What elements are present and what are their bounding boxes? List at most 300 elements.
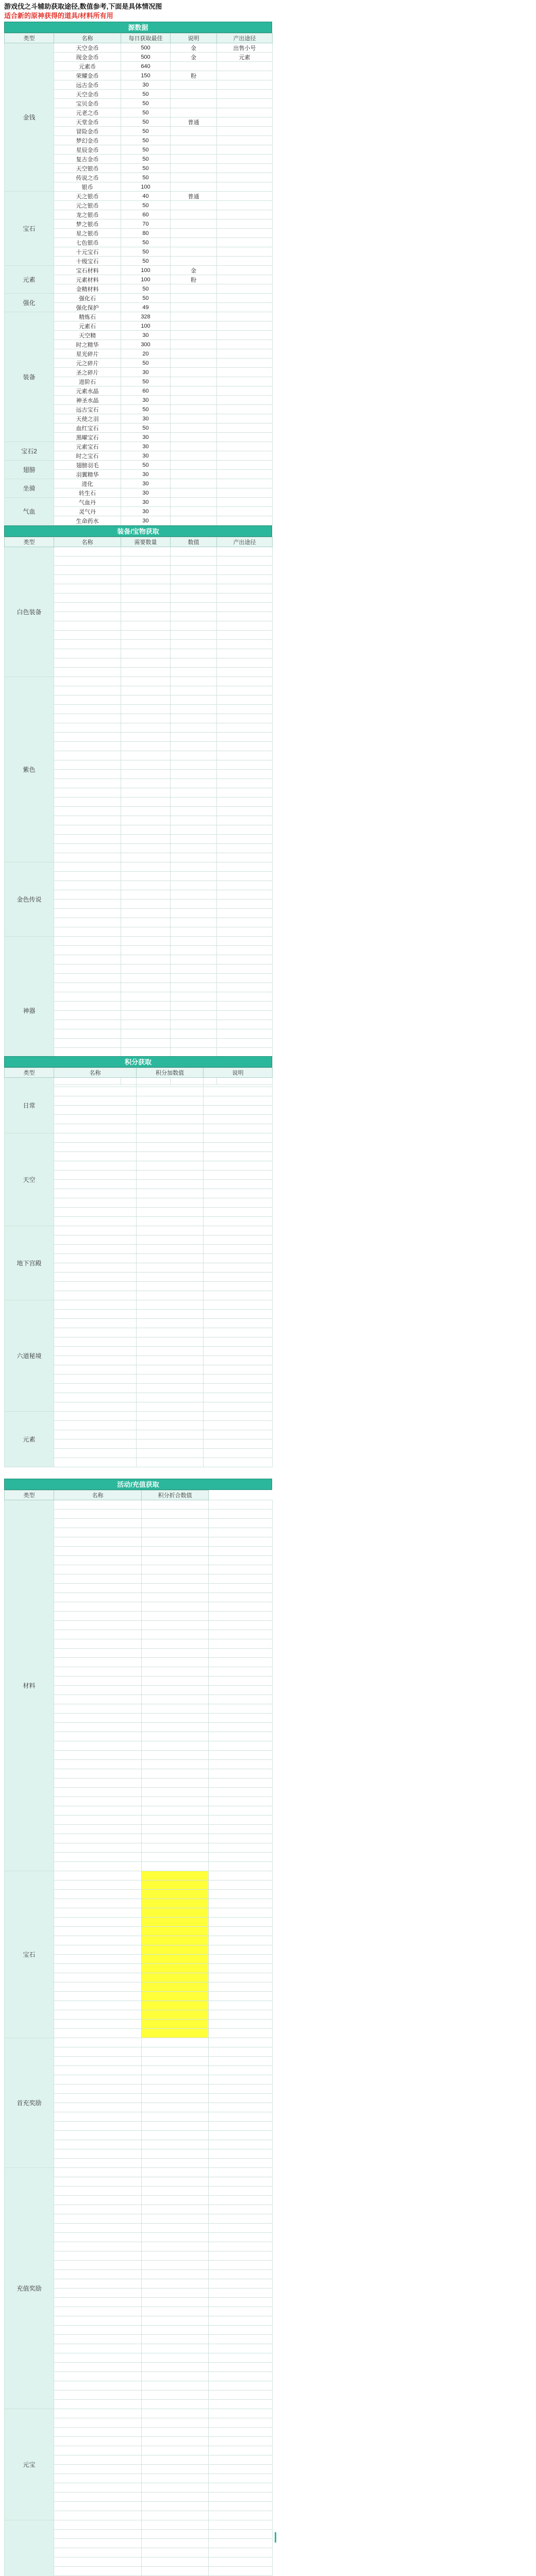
table-cell: 50 [121, 405, 171, 414]
table-cell [209, 1760, 273, 1769]
item-name [54, 2196, 142, 2205]
item-name [54, 2261, 142, 2270]
table-cell [137, 1226, 204, 1235]
table-cell [209, 1528, 273, 1537]
table-cell [171, 686, 217, 696]
item-name [54, 1048, 121, 1057]
table-cell [171, 788, 217, 798]
item-name: 星辰金币 [54, 145, 121, 155]
table-cell [209, 2400, 273, 2409]
table-cell: 元素 [217, 53, 273, 62]
category-cell: 首充奖励 [5, 2038, 54, 2168]
table-cell [217, 955, 273, 964]
item-name [54, 2168, 142, 2177]
item-name [54, 2474, 142, 2483]
table-cell [121, 872, 171, 881]
item-name [54, 1510, 142, 1519]
category-cell: 宝石 [5, 1871, 54, 2038]
table-cell [142, 1816, 209, 1825]
item-name [54, 1152, 137, 1161]
table-cell [171, 835, 217, 844]
item-name: 时之精华 [54, 340, 121, 349]
item-name: 圣之碎片 [54, 368, 121, 377]
table-cell [142, 1732, 209, 1741]
table-row [5, 677, 273, 686]
table-cell [204, 1254, 273, 1263]
table-cell [171, 798, 217, 807]
materials-table [4, 33, 273, 526]
table-cell [217, 742, 273, 751]
item-name [54, 992, 121, 1002]
table-cell: 100 [121, 266, 171, 275]
table-cell: 50 [121, 359, 171, 368]
table-cell [217, 844, 273, 853]
table-cell: 50 [121, 257, 171, 266]
table-cell [137, 1337, 204, 1347]
table-cell [217, 612, 273, 621]
table-cell [171, 603, 217, 612]
table-cell [137, 1171, 204, 1180]
table-cell [209, 2075, 273, 2084]
table-cell [121, 677, 171, 686]
table-cell [209, 1547, 273, 1556]
table-cell [209, 2298, 273, 2307]
item-name [54, 1565, 142, 1574]
table-cell [217, 788, 273, 798]
item-name [54, 1816, 142, 1825]
table-row [5, 461, 273, 470]
item-name [54, 2326, 142, 2335]
table-cell [204, 1412, 273, 1421]
item-name [54, 2187, 142, 2196]
item-name [54, 649, 121, 658]
table-cell [209, 1537, 273, 1547]
table-cell [171, 872, 217, 881]
item-name [54, 1226, 137, 1235]
item-name: 天空精 [54, 331, 121, 340]
table-cell [209, 2038, 273, 2047]
table-cell [142, 1825, 209, 1834]
table-cell [171, 414, 217, 423]
table-cell [137, 1356, 204, 1365]
table-cell [171, 229, 217, 238]
table-cell [209, 2233, 273, 2242]
table-cell: 49 [121, 303, 171, 312]
table-cell [171, 955, 217, 964]
item-name [54, 677, 121, 686]
table-cell [204, 1198, 273, 1208]
table-cell [121, 760, 171, 770]
table-cell: 30 [121, 80, 171, 90]
item-name [54, 1115, 137, 1124]
item-name [54, 1439, 137, 1449]
table-cell [142, 2557, 209, 2567]
item-name [54, 1208, 137, 1217]
table-cell [204, 1208, 273, 1217]
table-cell [171, 377, 217, 386]
table-cell [137, 1245, 204, 1254]
table-cell [142, 2205, 209, 2214]
item-name [54, 1328, 137, 1337]
table-cell [171, 862, 217, 872]
table-cell [209, 1741, 273, 1751]
table-cell [217, 516, 273, 526]
table-cell: 50 [121, 164, 171, 173]
table-cell [137, 1254, 204, 1263]
table-cell [171, 751, 217, 760]
item-name [54, 2567, 142, 2576]
item-name: 梦之银币 [54, 219, 121, 229]
table-cell [137, 1439, 204, 1449]
item-name [54, 705, 121, 714]
item-name [54, 1133, 137, 1143]
table-cell [121, 1020, 171, 1029]
table-cell [204, 1087, 273, 1096]
table-cell [137, 1328, 204, 1337]
table-cell [171, 844, 217, 853]
table-cell: 50 [121, 117, 171, 127]
table-row [5, 1078, 273, 1087]
item-name [54, 1890, 142, 1899]
table-cell: 500 [121, 53, 171, 62]
table-cell [142, 2038, 209, 2047]
table-cell [217, 751, 273, 760]
item-name [54, 1676, 142, 1686]
table-cell [217, 127, 273, 136]
table-cell [142, 2418, 209, 2428]
table-cell [137, 1319, 204, 1328]
table-cell: 30 [121, 433, 171, 442]
table-cell [217, 918, 273, 927]
table-cell [171, 312, 217, 321]
table-cell [171, 723, 217, 733]
item-name [54, 566, 121, 575]
table-cell [142, 1723, 209, 1732]
table-cell [171, 964, 217, 974]
table-cell [217, 992, 273, 1002]
table-cell [204, 1310, 273, 1319]
column-header: 积分加数值 [137, 1068, 204, 1078]
table-cell [121, 649, 171, 658]
category-cell: 金钱 [5, 43, 54, 192]
table-cell [121, 835, 171, 844]
table-cell [217, 507, 273, 516]
table-cell [142, 1547, 209, 1556]
item-name [54, 1547, 142, 1556]
item-name [54, 1853, 142, 1862]
table-cell [142, 1862, 209, 1871]
table-cell [171, 386, 217, 396]
table-cell [217, 349, 273, 359]
table-cell: 150 [121, 71, 171, 80]
item-name: 转生石 [54, 488, 121, 498]
table-cell [217, 649, 273, 658]
table-row [5, 479, 273, 488]
table-cell: 40 [121, 192, 171, 201]
item-name [54, 668, 121, 677]
table-cell [121, 1011, 171, 1020]
table-cell [137, 1375, 204, 1384]
table-cell: 普通 [171, 192, 217, 201]
table-cell [171, 498, 217, 507]
table-cell [209, 2557, 273, 2567]
table-cell [137, 1078, 204, 1087]
item-name [54, 612, 121, 621]
item-name [54, 1751, 142, 1760]
table-row [5, 2168, 273, 2177]
item-name [54, 2038, 142, 2047]
table-cell [209, 1612, 273, 1621]
table-cell [137, 1347, 204, 1356]
table-cell [137, 1384, 204, 1393]
table-cell: 640 [121, 62, 171, 71]
table-cell: 50 [121, 461, 171, 470]
table-cell: 20 [121, 349, 171, 359]
table-cell [142, 2029, 209, 2038]
item-name [54, 2131, 142, 2140]
table-row [5, 862, 273, 872]
table-cell [209, 2409, 273, 2418]
table-cell [217, 677, 273, 686]
table-cell [209, 1843, 273, 1853]
item-name [54, 862, 121, 872]
table-cell [171, 816, 217, 825]
table-cell [217, 219, 273, 229]
table-cell [121, 909, 171, 918]
table-cell [209, 2149, 273, 2159]
item-name [54, 1797, 142, 1806]
category-cell: 元宝 [5, 2409, 54, 2520]
item-name [54, 1945, 142, 1955]
section-title: 积分获取 [4, 1056, 272, 1067]
item-name: 天使之羽 [54, 414, 121, 423]
table-cell [142, 2075, 209, 2084]
table-cell [142, 2474, 209, 2483]
item-name [54, 788, 121, 798]
table-cell [217, 900, 273, 909]
table-cell [204, 1152, 273, 1161]
table-cell [171, 1002, 217, 1011]
table-cell: 100 [121, 321, 171, 331]
table-cell [142, 1778, 209, 1788]
item-name [54, 937, 121, 946]
table-cell [217, 201, 273, 210]
item-name [54, 900, 121, 909]
table-cell [121, 1039, 171, 1048]
table-cell [137, 1449, 204, 1458]
item-name [54, 1500, 142, 1510]
table-cell [217, 1029, 273, 1039]
table-cell: 金 [171, 43, 217, 53]
table-cell [121, 807, 171, 816]
table-header-row [5, 537, 273, 547]
table-cell [142, 1871, 209, 1880]
table-cell [171, 881, 217, 890]
table-cell [142, 1649, 209, 1658]
table-cell [137, 1208, 204, 1217]
table-cell [121, 668, 171, 677]
category-cell: 充值奖励 [5, 2168, 54, 2409]
table-cell [142, 1593, 209, 1602]
table-cell [171, 405, 217, 414]
table-cell [171, 173, 217, 182]
table-cell [171, 145, 217, 155]
item-name [54, 2446, 142, 2455]
table-cell [171, 62, 217, 71]
item-name [54, 1630, 142, 1639]
table-cell [204, 1161, 273, 1171]
table-cell [171, 136, 217, 145]
table-cell [121, 918, 171, 927]
table-cell [204, 1319, 273, 1328]
table-cell [171, 983, 217, 992]
item-name [54, 1723, 142, 1732]
table-cell [142, 1918, 209, 1927]
table-cell [121, 1029, 171, 1039]
table-cell [209, 2066, 273, 2075]
table-cell [121, 631, 171, 640]
table-cell [171, 714, 217, 723]
table-cell [209, 1500, 273, 1510]
item-name [54, 2233, 142, 2242]
table-cell [209, 1880, 273, 1890]
table-cell [209, 2001, 273, 2010]
table-cell [209, 1788, 273, 1797]
table-cell [142, 1704, 209, 1714]
table-cell [217, 686, 273, 696]
table-cell [137, 1189, 204, 1198]
table-cell [209, 2493, 273, 2502]
table-cell: 30 [121, 396, 171, 405]
table-cell [171, 423, 217, 433]
table-cell [121, 686, 171, 696]
table-cell [171, 451, 217, 461]
table-cell [217, 872, 273, 881]
table-cell [204, 1337, 273, 1347]
table-cell [121, 937, 171, 946]
item-name: 天之银币 [54, 192, 121, 201]
table-header-row [5, 1068, 273, 1078]
table-row [5, 1871, 273, 1880]
table-cell [142, 1880, 209, 1890]
table-cell [217, 136, 273, 145]
table-cell [217, 210, 273, 219]
item-name [54, 1574, 142, 1584]
table-cell [209, 2520, 273, 2530]
table-cell [171, 294, 217, 303]
table-cell [171, 890, 217, 900]
table-cell [209, 2539, 273, 2548]
column-header: 说明 [171, 33, 217, 43]
table-cell [217, 705, 273, 714]
table-cell [142, 2168, 209, 2177]
item-name [54, 686, 121, 696]
item-name: 远古金币 [54, 80, 121, 90]
table-cell [142, 1945, 209, 1955]
item-name [54, 2465, 142, 2474]
table-cell [204, 1282, 273, 1291]
item-name [54, 2270, 142, 2279]
item-name [54, 1621, 142, 1630]
item-name [54, 2418, 142, 2428]
item-name [54, 1704, 142, 1714]
item-name [54, 1556, 142, 1565]
table-cell [171, 99, 217, 108]
table-cell [137, 1291, 204, 1300]
table-cell: 30 [121, 451, 171, 461]
table-cell [142, 2270, 209, 2279]
item-name [54, 1834, 142, 1843]
item-name [54, 974, 121, 983]
table-cell [142, 2548, 209, 2557]
item-name: 天空银币 [54, 164, 121, 173]
table-cell: 50 [121, 99, 171, 108]
table-cell [204, 1393, 273, 1402]
item-name [54, 2428, 142, 2437]
column-header: 产出途径 [217, 537, 273, 547]
table-cell: 328 [121, 312, 171, 321]
item-name [54, 2205, 142, 2214]
column-header: 积分折合数值 [142, 1490, 209, 1500]
page-title: 游戏伐之斗辅助获取途径,数值参考,下面是具体情况图 [4, 3, 162, 10]
column-header: 名称 [54, 537, 121, 547]
table-cell [171, 433, 217, 442]
table-cell [217, 603, 273, 612]
table-cell [142, 2493, 209, 2502]
table-cell [171, 90, 217, 99]
table-cell [209, 2344, 273, 2353]
table-cell [171, 974, 217, 983]
column-header: 类型 [5, 537, 54, 547]
item-name [54, 1732, 142, 1741]
item-name [54, 2251, 142, 2261]
table-cell [217, 1011, 273, 1020]
table-cell [121, 955, 171, 964]
table-cell [209, 2335, 273, 2344]
table-cell [209, 2140, 273, 2149]
table-cell [171, 349, 217, 359]
table-cell [142, 2446, 209, 2455]
item-name [54, 1695, 142, 1704]
item-name: 翅膀羽毛 [54, 461, 121, 470]
item-name: 七色银币 [54, 238, 121, 247]
table-cell [217, 284, 273, 294]
table-cell [171, 461, 217, 470]
item-name [54, 2010, 142, 2020]
table-cell [217, 117, 273, 127]
table-cell [209, 1732, 273, 1741]
table-cell [209, 1565, 273, 1574]
item-name [54, 1936, 142, 1945]
table-cell [142, 1797, 209, 1806]
table-cell [209, 2307, 273, 2316]
table-cell: 50 [121, 423, 171, 433]
item-name [54, 1825, 142, 1834]
table-cell [209, 1945, 273, 1955]
item-name [54, 1667, 142, 1676]
table-cell [142, 2391, 209, 2400]
table-cell: 50 [121, 377, 171, 386]
table-cell [137, 1106, 204, 1115]
table-cell [142, 2279, 209, 2289]
item-name [54, 1180, 137, 1189]
item-name [54, 547, 121, 556]
table-cell [142, 2159, 209, 2168]
category-cell: 神器 [5, 937, 54, 1085]
item-name [54, 751, 121, 760]
item-name [54, 1955, 142, 1964]
table-cell [217, 294, 273, 303]
